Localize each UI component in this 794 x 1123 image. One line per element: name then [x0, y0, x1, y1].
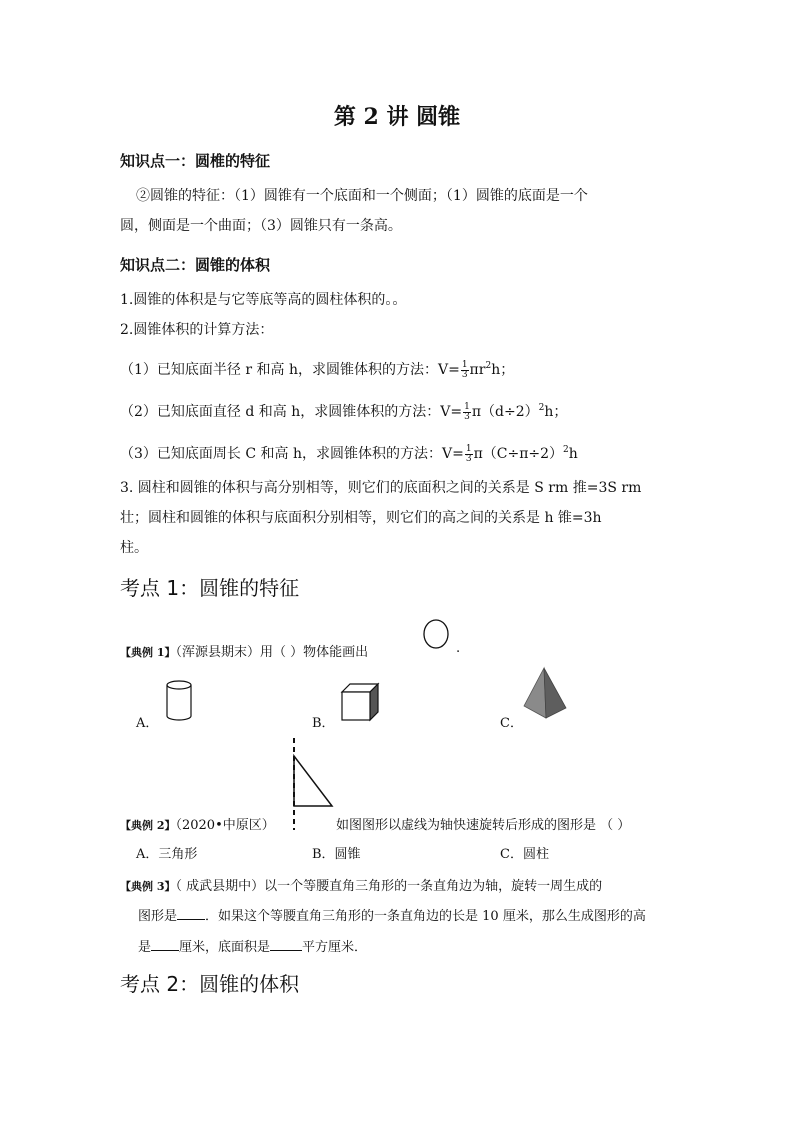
- example2-option-b: B．圆锥: [312, 847, 361, 862]
- formula-radius-sup: 2: [485, 361, 492, 371]
- circle-figure: [422, 618, 452, 652]
- volume-item3-line2: 壮；圆柱和圆锥的体积与底面积分别相等，则它们的高之间的关系是 h 锥=3h: [120, 510, 602, 526]
- fraction-one-third: [465, 445, 473, 464]
- fraction-one-third: [463, 403, 471, 422]
- example3-line2: [138, 905, 646, 924]
- formula-diameter-body: π（d÷2）: [471, 404, 539, 420]
- formula-circumference-body: π（C÷π÷2）: [473, 446, 564, 462]
- example1-text: （浑源县期末）用（ ）物体能画出: [175, 645, 369, 660]
- cube-figure: [338, 680, 382, 724]
- example1-end: .: [456, 641, 461, 656]
- volume-item3-line1: 3. 圆柱和圆锥的体积与高分别相等，则它们的底面积之间的关系是 S rm 推=3S rm: [120, 480, 642, 496]
- kaodian2-heading: 考点 2：圆锥的体积: [120, 972, 300, 996]
- triangle-axis-figure: [286, 736, 338, 832]
- example3-text3c: 平方厘米．: [302, 940, 368, 955]
- frac-num: 1: [464, 401, 470, 412]
- answer-blank-shape[interactable]: [177, 907, 205, 920]
- formula-circumference-prefix: （3）已知底面周长 C 和高 h，求圆锥体积的方法：V=: [120, 446, 464, 462]
- formula-diameter-end: h；: [544, 404, 568, 420]
- example2-source: （2020•中原区）: [175, 818, 275, 833]
- example3-text2b: ．如果这个等腰直角三角形的一条直角边的长是 10 厘米，那么生成图形的高: [205, 909, 646, 924]
- example1-tag: 【典例 1】: [120, 646, 176, 659]
- volume-item3-line3: 柱。: [120, 540, 148, 556]
- example2-option-a: A．三角形: [136, 847, 198, 862]
- section1-heading: 知识点一：圆椎的特征: [120, 152, 271, 170]
- example2-option-c: C．圆柱: [500, 847, 549, 862]
- example2-tag: 【典例 2】: [120, 819, 176, 832]
- formula-radius-prefix: （1）已知底面半径 r 和高 h，求圆锥体积的方法：V=: [120, 362, 460, 378]
- example2-line: [120, 814, 275, 833]
- example3-line1: [120, 875, 602, 894]
- example3-line3: [138, 936, 367, 955]
- option-c-label: C．: [500, 716, 523, 731]
- section1-line1: ②圆锥的特征：（1）圆锥有一个底面和一个侧面；（1）圆锥的底面是一个: [136, 188, 588, 204]
- frac-num: 1: [461, 359, 468, 370]
- page-title: 第 2 讲 圆锥: [333, 104, 461, 130]
- formula-circumference-end: h: [568, 446, 578, 462]
- formula-diameter-sup: 2: [538, 403, 545, 413]
- formula-diameter-prefix: （2）已知底面直径 d 和高 h，求圆锥体积的方法：V=: [120, 404, 463, 420]
- section2-heading: 知识点二：圆锥的体积: [120, 256, 271, 274]
- answer-blank-height[interactable]: [151, 938, 179, 951]
- section1-line2: 圆，侧面是一个曲面；（3）圆锥只有一条高。: [120, 218, 402, 234]
- frac-den: 3: [464, 411, 470, 422]
- formula-circumference: [120, 440, 578, 464]
- option-b-label: B．: [312, 716, 335, 731]
- volume-item2: 2.圆锥体积的计算方法：: [120, 322, 274, 338]
- example3-tag: 【典例 3】: [120, 880, 176, 893]
- formula-circumference-sup: 2: [563, 445, 569, 455]
- example3-text3a: 是: [138, 940, 152, 955]
- example2-text: 如图图形以虚线为轴快速旋转后形成的图形是 （ ）: [336, 818, 631, 833]
- fraction-one-third: [461, 361, 469, 380]
- option-a-label: A．: [136, 716, 159, 731]
- example3-text2a: 图形是: [138, 909, 178, 924]
- formula-diameter: [120, 398, 567, 422]
- formula-radius-body: πr: [469, 362, 486, 378]
- frac-den: 3: [465, 453, 472, 464]
- answer-blank-area[interactable]: [270, 938, 302, 951]
- frac-num: 1: [465, 443, 472, 454]
- example3-text3b: 厘米，底面积是: [179, 940, 271, 955]
- formula-radius: [120, 356, 514, 380]
- example1-line: [120, 641, 368, 660]
- example3-text1: （ 成武县期中）以一个等腰直角三角形的一条直角边为轴，旋转一周生成的: [175, 879, 603, 894]
- cylinder-figure: [164, 678, 196, 724]
- pyramid-figure: [520, 666, 570, 722]
- volume-item1: 1.圆锥的体积是与它等底等高的圆柱体积的。。: [120, 292, 407, 308]
- kaodian1-heading: 考点 1：圆锥的特征: [120, 576, 300, 600]
- frac-den: 3: [461, 369, 468, 380]
- formula-radius-end: h；: [491, 362, 515, 378]
